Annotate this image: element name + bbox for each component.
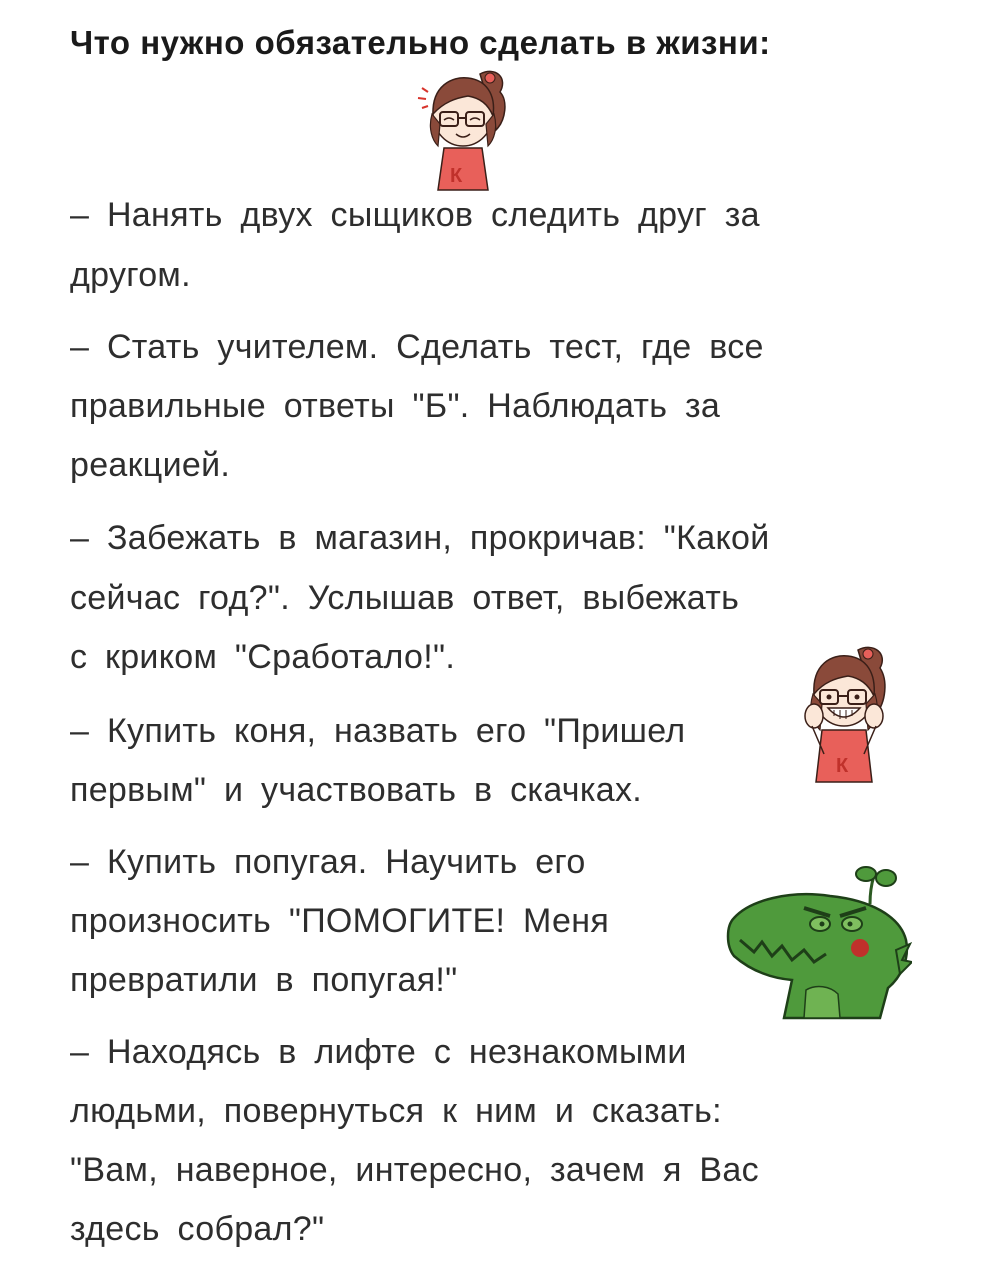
item-1-line-2: другом.	[70, 256, 191, 294]
item-1-line-1: – Нанять двух сыщиков следить друг за	[70, 196, 760, 234]
item-2-line-3: реакцией.	[70, 446, 231, 484]
page-title: Что нужно обязательно сделать в жизни:	[70, 24, 771, 61]
item-2-line-2: правильные ответы "Б". Наблюдать за	[70, 387, 721, 425]
item-5-line-2: произносить "ПОМОГИТЕ! Меня	[70, 902, 610, 940]
green-dinosaur-illustration	[720, 860, 912, 1020]
item-4-line-1: – Купить коня, назвать его "Пришел	[70, 712, 686, 750]
item-5-line-1: – Купить попугая. Научить его	[70, 843, 586, 881]
item-4-line-2: первым" и участвовать в скачках.	[70, 771, 643, 809]
item-2-line-1: – Стать учителем. Сделать тест, где все	[70, 328, 764, 366]
girl-badge-letter-2: К	[836, 755, 849, 777]
item-6-line-4: здесь собрал?"	[70, 1210, 325, 1248]
item-3-line-2: сейчас год?". Услышав ответ, выбежать	[70, 579, 740, 617]
girl-badge-letter: К	[450, 165, 463, 187]
item-5-line-3: превратили в попугая!"	[70, 961, 458, 999]
item-3-line-3: с криком "Сработало!".	[70, 638, 456, 676]
item-6-line-2: людьми, повернуться к ним и сказать:	[70, 1092, 722, 1130]
item-3-line-1: – Забежать в магазин, прокричав: "Какой	[70, 519, 770, 557]
girl-grinning-illustration	[800, 642, 892, 786]
item-6-line-1: – Находясь в лифте с незнакомыми	[70, 1033, 687, 1071]
girl-smiling-illustration	[408, 64, 518, 194]
item-6-line-3: "Вам, наверное, интересно, зачем я Вас	[70, 1151, 759, 1189]
